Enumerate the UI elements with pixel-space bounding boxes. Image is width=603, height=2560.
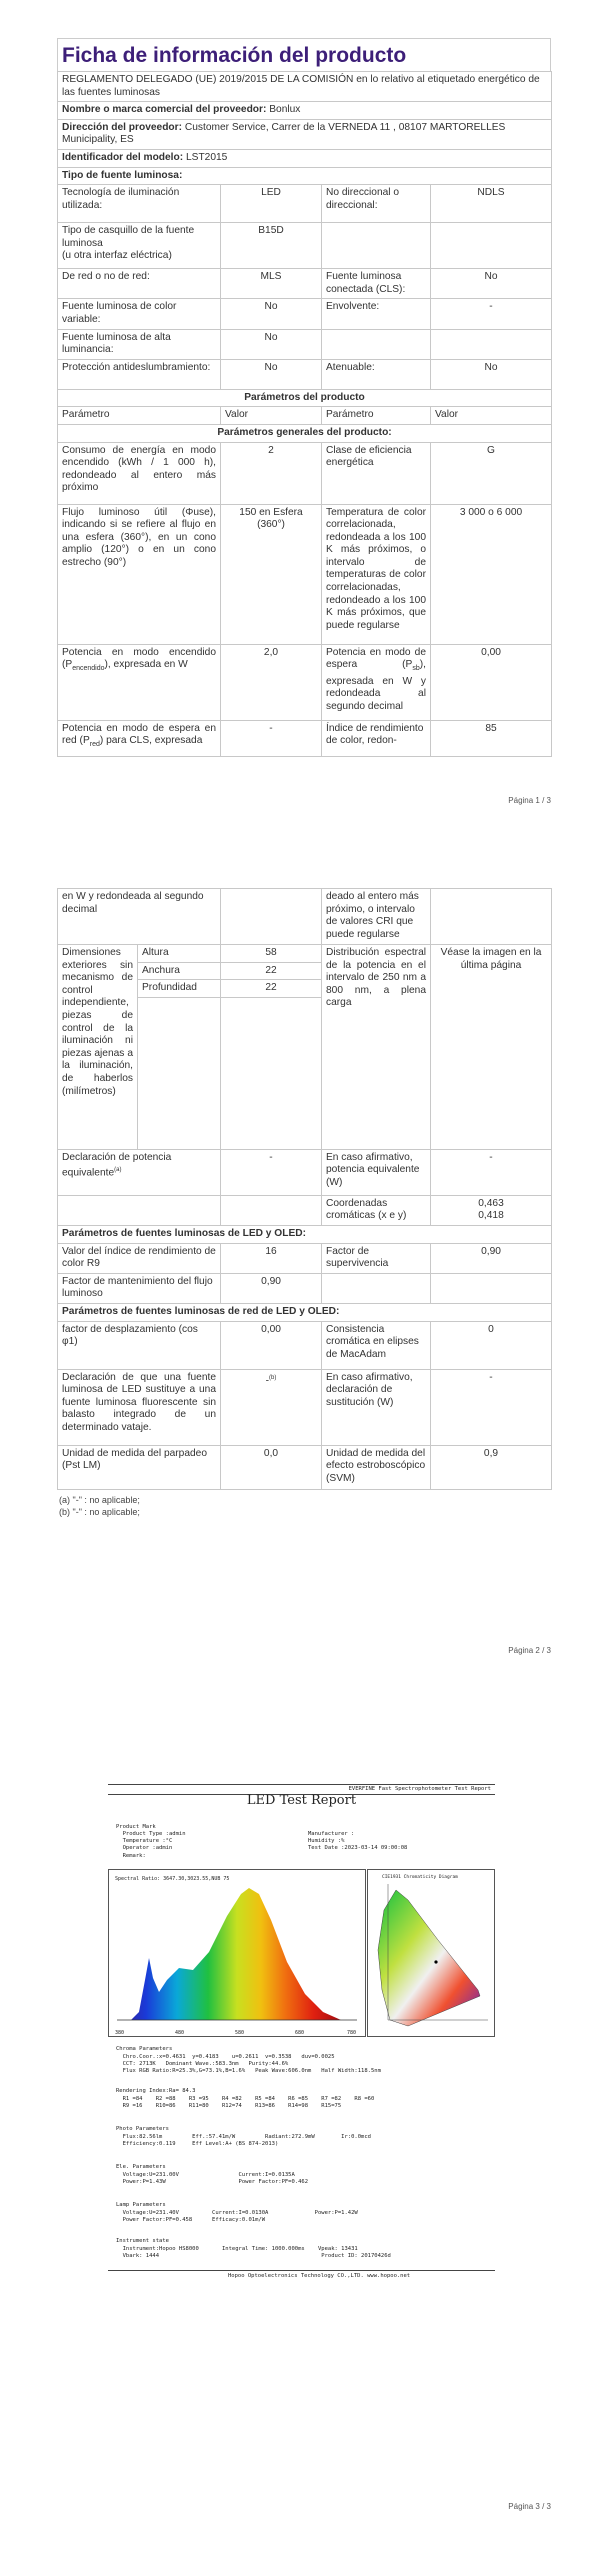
cie-diagram [367,1869,495,2037]
antiglare-value: No [221,359,322,389]
info-table [57,71,552,757]
rendering-index-text: R1 =84 R2 =88 R3 =95 R4 =82 R5 =84 R6 =85 R7 =82 R8 =60 R9 =16 R10=86 R11=80 R12=74 R13=86 R14=98 R15=75 [122,2096,375,2110]
energy-label: Consumo de energía en modo encendido (kWh / 1 000 h), redondeado al entero más próximo [58,442,221,504]
cie-svg [368,1870,494,2036]
led-test-report [108,1784,495,2408]
page-number: Página 1 / 3 [508,796,551,805]
maint-value: 0,90 [221,1273,322,1303]
r9-label: Valor del índice de rendimiento de color R9 [58,1243,221,1273]
instrument-text: Instrument:Hopoo HS8000 Integral Time: 1000.000ms Vpeak: 13431 Vbark: 1444 Product ID: 20170426d [122,2246,391,2260]
supplier-name-value: Bonlux [269,104,301,116]
product-info-sheet-cont [57,888,551,1518]
lamp-params-text: Voltage:U=231.40V Current:I=0.0130A Power:P=1.42W Power Factor:PF=0.458 Efficacy:0.01m/W [122,2210,358,2224]
report-footer: Hopoo Optoelectronics Technology CO.,LTD. www.hopoo.net [228,2273,411,2279]
page-1 [0,0,603,830]
replace-yes-value: - [431,1369,552,1445]
product-mark-left: Product Type :admin Temperature :°C Operator :admin Remark: [122,1831,186,1859]
depth-label: Profundidad [138,980,221,998]
netstandby-label: Potencia en modo de espera en red $(P_{red})$ para CLS, expresada [58,720,221,756]
netstandby-value: - [221,720,322,756]
value-header-2: Valor [431,407,552,425]
highlum-label: Fuente luminosa de alta luminancia: [58,329,221,359]
equiv-yes-value: - [431,1149,552,1195]
model-label: Identificador del modelo: [62,151,184,163]
ele-params-title: Ele. Parameters [116,2164,166,2170]
displacement-value: 0,00 [221,1321,322,1369]
cri-label: Índice de rendimiento de color, redon- [322,720,431,756]
energy-class-value: G [431,442,552,504]
spd-value: Véase la imagen en la última página [431,945,552,1150]
ele-params-text: Voltage:U=231.00V Current:I=0.0135A Power:P=1.43W Power Factor:PF=0.462 [122,2172,309,2186]
info-table-2 [57,888,552,1490]
maint-label: Factor de mantenimiento del flujo luminoso [58,1273,221,1303]
survival-value: 0,90 [431,1243,552,1273]
equiv-yes-label: En caso afirmativo, potencia equivalente (W) [322,1149,431,1195]
page-2 [0,880,603,1680]
rendering-index-title: Rendering Index:Ra= 84.3 [116,2088,196,2094]
chroma-params-title: Chroma Parameters [116,2046,173,2052]
standby-label: Potencia en modo de espera $(P_{sb})$, expresada en W y redondeada al segundo decimal [322,644,431,720]
mains-led-oled-heading: Parámetros de fuentes luminosas de red de LED y OLED: [58,1303,552,1321]
x-tick-780: 780 [347,2030,357,2036]
mains-value: MLS [221,269,322,299]
page-number-3: Página 3 / 3 [508,2502,551,2511]
energy-class-label: Clase de eficiencia energética [322,442,431,504]
netstandby-cont: en W y redondeada al segundo decimal [58,889,221,945]
equiv-value: - [221,1149,322,1195]
chroma-y: 0,418 [478,1210,504,1222]
supplier-name-label: Nombre o marca comercial del proveedor: [62,104,267,116]
flicker-value: 0,0 [221,1445,322,1489]
dims-label: Dimensiones exteriores sin mecanismo de control independiente, piezas de control de la iluminación ni piezas ajenas a la iluminación, de haberlos (milímetros) [58,945,138,1150]
chroma-params-text: Chro.Coor.:x=0.4631 y=0.4183 u=0.2611 v=0.3538 duv=0.0025 CCT: 2713K Dominant Wave.:583.3nm Purity:44.6% Flux RGB Ratio:R=25.3%,G=73.1%,B=1.6% Peak Wave:606.0nm Half Width:118.5nm [122,2054,381,2075]
page-title: Ficha de información del producto [57,38,551,71]
chroma-x: 0,463 [478,1197,504,1209]
report-bottom-rule [108,2270,495,2271]
energy-value: 2 [221,442,322,504]
photo-params-title: Photo Parameters [116,2126,169,2132]
replace-label: Declaración de que una fuente luminosa de LED sustituye a una fuente luminosa fluorescente sin balasto integrado de un determinado vataje. [58,1369,221,1445]
chroma-value [431,1195,552,1225]
report-title: LED Test Report [246,1793,357,1808]
r9-value: 16 [221,1243,322,1273]
product-mark-right: Manufacturer : Humidity :% Test Date :2023-03-14 09:00:08 [308,1831,408,1852]
depth-value: 22 [221,980,322,998]
cie-locus [378,1890,480,2026]
spd-label: Distribución espectral de la potencia en el intervalo de 250 nm a 800 nm, a plena carga [322,945,431,1150]
antiglare-label: Protección antideslumbramiento: [58,359,221,389]
cct-label: Temperatura de color correlacionada, redondeada a los 100 K más próximos, o intervalo de temperaturas de color correlacionadas, redondeado a los 100 K más próximos, que puede regularse [322,504,431,644]
spectrum-svg [109,1870,365,2036]
page-number-2: Página 2 / 3 [508,1646,551,1655]
flux-label: Flujo luminoso útil (Φuse), indicando si se refiere al flujo en una esfera (360°), en un cono amplio (120°) o en un cono estrecho (90°) [58,504,221,644]
x-tick-480: 480 [175,2030,185,2036]
height-label: Altura [138,945,221,963]
replace-value: -$^{(b)}$ [221,1369,322,1445]
onpower-label: Potencia en modo encendido $(P_{encendido})$, expresada en W [58,644,221,720]
flicker-label: Unidad de medida del parpadeo (Pst LM) [58,1445,221,1489]
led-oled-heading: Parámetros de fuentes luminosas de LED y OLED: [58,1225,552,1243]
lamp-params-title: Lamp Parameters [116,2202,166,2208]
product-params-heading: Parámetros del producto [58,389,552,407]
nondirectional-label: No direccional o direccional: [322,185,431,223]
footnote-b: (b) "-" : no aplicable; [59,1506,140,1517]
height-value: 58 [221,945,322,963]
param-header: Parámetro [58,407,221,425]
onpower-value: 2,0 [221,644,322,720]
value-header: Valor [221,407,322,425]
nondirectional-value: NDLS [431,185,552,223]
survival-label: Factor de supervivencia [322,1243,431,1273]
svm-value: 0,9 [431,1445,552,1489]
model-value: LST2015 [185,151,228,163]
spectral-label: Spectral Ratio: 3647.30,3023.55,NUB 75 [115,1876,230,1882]
svm-label: Unidad de medida del efecto estroboscópico (SVM) [322,1445,431,1489]
report-header: EVERFINE Fast Spectrophotometer Test Report [348,1786,491,1792]
x-tick-580: 580 [235,2030,245,2036]
replace-yes-label: En caso afirmativo, declaración de sustitución (W) [322,1369,431,1445]
cie-point [434,1960,437,1963]
envelope-label: Envolvente: [322,299,431,329]
cap-label: Tipo de casquillo de la fuente luminosa (u otra interfaz eléctrica) [58,223,221,269]
mains-label: De red o no de red: [58,269,221,299]
cri-value: 85 [431,720,552,756]
envelope-value: - [431,299,552,329]
cap-value: B15D [221,223,322,269]
flux-value: 150 en Esfera (360°) [221,504,322,644]
cie-label: CIE1931 Chromaticity Diagram [382,1875,458,1880]
instrument-title: Instrument state [116,2238,169,2244]
report-top-rule [108,1784,495,1785]
consistency-label: Consistencia cromática en elipses de MacAdam [322,1321,431,1369]
cri-cont: deado al entero más próximo, o intervalo de valores CRI que puede regularse [322,889,431,945]
displacement-label: factor de desplazamiento (cos φ1) [58,1321,221,1369]
footnote-a: (a) "-" : no aplicable; [59,1494,140,1505]
supplier-address-value: Customer Service, Carrer de la VERNEDA 11 , 08107 MARTORELLES Municipality, ES [62,121,506,146]
dimmable-value: No [431,359,552,389]
width-value: 22 [221,962,322,980]
chroma-label: Coordenadas cromáticas (x e y) [322,1195,431,1225]
param-header-2: Parámetro [322,407,431,425]
equiv-label: Declaración de potencia equivalente$^{(a)}$ [58,1149,221,1195]
supplier-address-row [58,119,552,149]
connected-label: Fuente luminosa conectada (CLS): [322,269,431,299]
connected-value: No [431,269,552,299]
photo-params-text: Flux:82.56lm Eff.:57.41m/W Radiant:272.9mW Ir:0.0mcd Efficiency:0.119 Eff Level:A+ (BS 874-2013) [122,2134,371,2148]
cct-value: 3 000 o 6 000 [431,504,552,644]
source-type-heading: Tipo de fuente luminosa: [58,167,552,185]
colortunable-value: No [221,299,322,329]
model-row [58,149,552,167]
standby-value: 0,00 [431,644,552,720]
supplier-address-label: Dirección del proveedor: [62,121,183,133]
consistency-value: 0 [431,1321,552,1369]
x-tick-380: 380 [115,2030,125,2036]
colortunable-label: Fuente luminosa de color variable: [58,299,221,329]
tech-label: Tecnología de iluminación utilizada: [58,185,221,223]
x-tick-680: 680 [295,2030,305,2036]
spectrum-graph [108,1869,366,2037]
product-mark-title: Product Mark [116,1824,156,1830]
width-label: Anchura [138,962,221,980]
highlum-value: No [221,329,322,359]
tech-value: LED [221,185,322,223]
regulation-text: REGLAMENTO DELEGADO (UE) 2019/2015 DE LA COMISIÓN en lo relativo al etiquetado energético de las fuentes luminosas [58,72,552,102]
dimmable-label: Atenuable: [322,359,431,389]
general-params-heading: Parámetros generales del producto: [58,424,552,442]
supplier-name-row [58,102,552,120]
product-info-sheet [57,38,551,757]
